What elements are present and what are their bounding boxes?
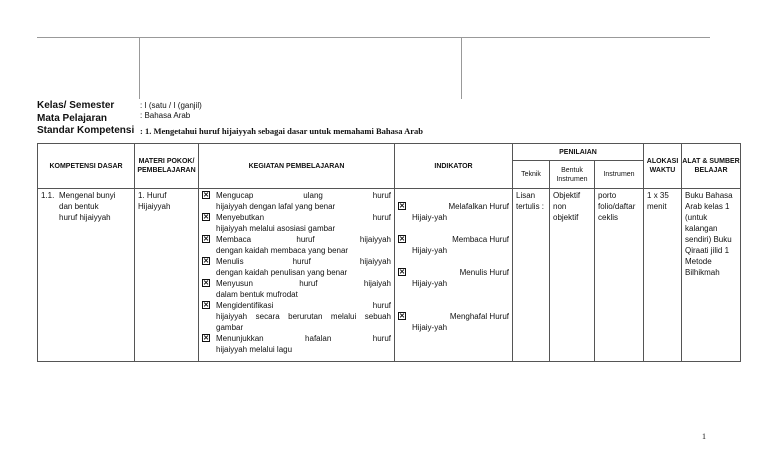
indikator-item: ✕ Menulis Huruf Hijaiy-yah bbox=[399, 268, 509, 288]
kegiatan-item: ✕ Menulis huruf hijaiyyah dengan kaidah penulisan yang benar bbox=[203, 257, 391, 277]
checked-box-icon: ✕ bbox=[203, 236, 209, 243]
kelas-value: : I (satu / I (ganjil) bbox=[140, 101, 202, 110]
checked-box-icon: ✕ bbox=[399, 203, 405, 210]
kegiatan-item: ✕ Membaca huruf hijaiyyah dengan kaidah membaca yang benar bbox=[203, 235, 391, 255]
top-divider bbox=[37, 37, 710, 38]
silabus-table bbox=[37, 143, 741, 362]
header-alat: ALAT & SUMBER BELAJAR bbox=[682, 144, 741, 189]
checked-box-icon: ✕ bbox=[203, 280, 209, 287]
header-kegiatan: KEGIATAN PEMBELAJARAN bbox=[199, 144, 395, 189]
sk-value: : 1. Mengetahui huruf hijaiyyah sebagai dasar untuk memahami Bahasa Arab bbox=[140, 126, 423, 136]
header-penilaian: PENILAIAN bbox=[513, 144, 644, 161]
alokasi-cell: 1 x 35 menit bbox=[644, 189, 682, 362]
sk-label: Standar Kompetensi bbox=[37, 125, 135, 136]
kd-text: Mengenal bunyi dan bentuk huruf hijaiyyah bbox=[59, 191, 116, 222]
page-number: 1 bbox=[702, 432, 706, 441]
indikator-item: ✕ Melafalkan Huruf Hijaiy-yah bbox=[399, 202, 509, 222]
header-indikator: INDIKATOR bbox=[395, 144, 513, 189]
top-vertical-line bbox=[461, 37, 462, 99]
kd-cell bbox=[38, 189, 135, 362]
kegiatan-item: ✕ Mengucap ulang huruf hijaiyyah dengan lafal yang benar bbox=[203, 191, 391, 211]
table-row bbox=[38, 189, 741, 362]
top-vertical-line bbox=[139, 37, 140, 99]
checked-box-icon: ✕ bbox=[203, 302, 209, 309]
mapel-value: : Bahasa Arab bbox=[140, 111, 191, 120]
alat-cell: Buku Bahasa Arab kelas 1 (untuk kalangan sendiri) Buku Qiraati jilid 1 Metode Bilhikmah bbox=[682, 189, 741, 362]
kegiatan-item: ✕ Menyebutkan huruf hijaiyyah melalui asosiasi gambar bbox=[203, 213, 391, 233]
header-teknik: Teknik bbox=[513, 161, 550, 189]
kegiatan-cell bbox=[199, 189, 395, 362]
materi-cell: 1. Huruf Hijaiyyah bbox=[135, 189, 199, 362]
instrumen-cell: porto folio/daftar ceklis bbox=[595, 189, 644, 362]
indikator-item: ✕ Menghafal Huruf Hijaiy-yah bbox=[399, 312, 509, 332]
kegiatan-item: ✕ Menyusun huruf hijaiyah dalam bentuk mufrodat bbox=[203, 279, 391, 299]
indikator-item: ✕ Membaca Huruf Hijaiy-yah bbox=[399, 235, 509, 255]
checked-box-icon: ✕ bbox=[399, 269, 405, 276]
checked-box-icon: ✕ bbox=[399, 236, 405, 243]
indikator-cell bbox=[395, 189, 513, 362]
header-alokasi: ALOKASI WAKTU bbox=[644, 144, 682, 189]
checked-box-icon: ✕ bbox=[203, 258, 209, 265]
mapel-label: Mata Pelajaran bbox=[37, 113, 108, 124]
checked-box-icon: ✕ bbox=[203, 214, 209, 221]
teknik-cell: Lisan tertulis : bbox=[513, 189, 550, 362]
kd-number: 1.1. bbox=[41, 191, 55, 200]
bentuk-cell: Objektif non objektif bbox=[550, 189, 595, 362]
checked-box-icon: ✕ bbox=[203, 192, 209, 199]
checked-box-icon: ✕ bbox=[203, 335, 209, 342]
header-instrumen: Instrumen bbox=[595, 161, 644, 189]
checked-box-icon: ✕ bbox=[399, 313, 405, 320]
kegiatan-item: ✕ Menunjukkan hafalan huruf hijaiyyah melalui lagu bbox=[203, 334, 391, 354]
header-kompetensi: KOMPETENSI DASAR bbox=[38, 144, 135, 189]
kegiatan-item: ✕ Mengidentifikasi huruf hijaiyyah secara berurutan melalui sebuah gambar bbox=[203, 301, 391, 332]
header-materi: MATERI POKOK/ PEMBELAJARAN bbox=[135, 144, 199, 189]
kelas-label: Kelas/ Semester bbox=[37, 100, 115, 111]
header-bentuk: Bentuk Instrumen bbox=[550, 161, 595, 189]
